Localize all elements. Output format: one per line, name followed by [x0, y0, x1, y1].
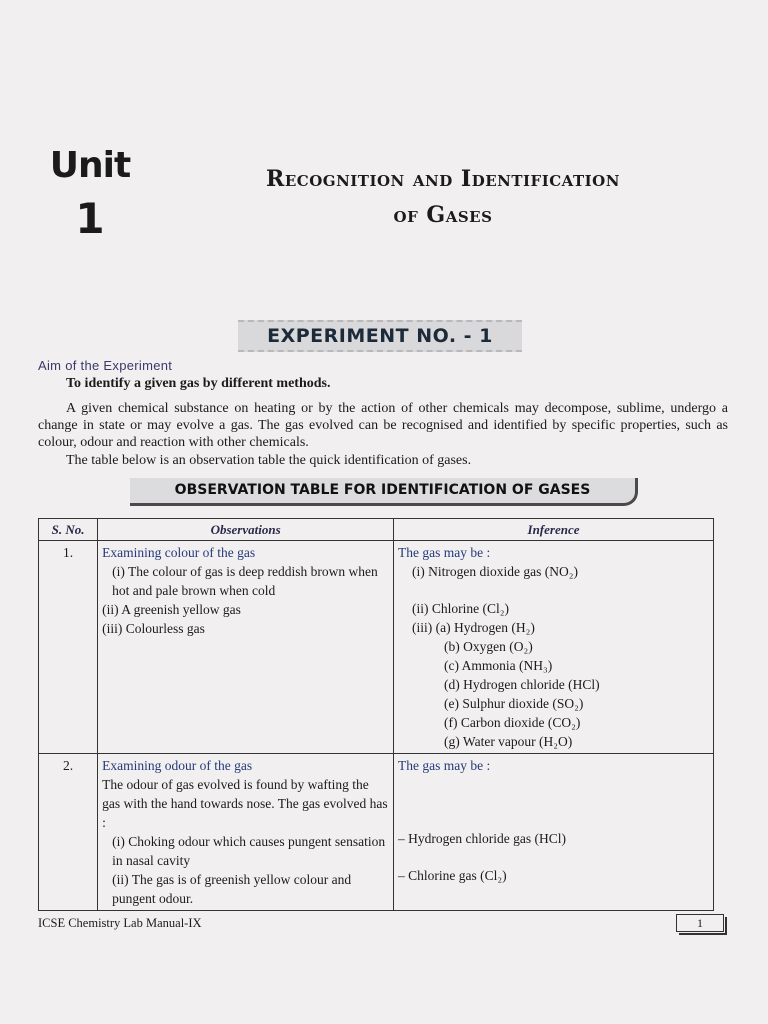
inf-item: (d) Hydrogen chloride (HCl) [444, 677, 600, 692]
experiment-banner: EXPERIMENT NO. - 1 [238, 320, 522, 352]
row-inference [394, 541, 714, 754]
inf-item: (c) Ammonia (NH₃) [444, 658, 553, 673]
obs-heading: Examining odour of the gas [102, 758, 253, 773]
inf-item: – Chlorine gas (Cl₂) [398, 868, 507, 883]
obs-item: (iii) Colourless gas [102, 621, 205, 636]
chapter-title-line1: Recognition and Identification [266, 166, 620, 192]
spacer [398, 581, 709, 599]
row-sno: 2. [39, 754, 98, 911]
inf-item: – Hydrogen chloride gas (HCl) [398, 831, 567, 846]
row-inference [394, 754, 714, 911]
inf-item: (b) Oxygen (O₂) [444, 639, 533, 654]
inf-heading: The gas may be : [398, 545, 491, 560]
footer-text: ICSE Chemistry Lab Manual-IX [38, 916, 202, 930]
row-sno: 1. [39, 541, 98, 754]
obs-item: (i) Choking odour which causes pungent sensation in nasal cavity [112, 834, 386, 868]
row-observations [98, 754, 394, 911]
intro-paragraph: A given chemical substance on heating or by the action of other chemicals may decompose, sublime, undergo a change in state or may evolve a gas. The gas evolved can be recognised and identified by specific properties, such as colour, odour and reaction with other chemicals. [38, 401, 728, 450]
spacer [398, 775, 709, 793]
aim-text: To identify a given gas by different methods. [66, 376, 331, 391]
unit-number: 1 [75, 194, 105, 243]
unit-label: Unit [49, 145, 131, 186]
spacer [398, 848, 709, 866]
inf-heading: The gas may be : [398, 758, 491, 773]
header-observations: Observations [98, 519, 394, 541]
row-observations [98, 541, 394, 754]
inf-item: (g) Water vapour (H₂O) [444, 734, 573, 749]
obs-heading: Examining colour of the gas [102, 545, 256, 560]
inf-item: (e) Sulphur dioxide (SO₂) [444, 696, 584, 711]
table-header-row [39, 519, 714, 541]
inf-item: (iii) (a) Hydrogen (H₂) [412, 620, 535, 635]
observation-table [38, 518, 714, 911]
inf-item: (ii) Chlorine (Cl₂) [412, 601, 509, 616]
header-inference: Inference [394, 519, 714, 541]
table-row [39, 541, 714, 754]
obs-item: (ii) A greenish yellow gas [102, 602, 241, 617]
table-row [39, 754, 714, 911]
table-intro-paragraph: The table below is an observation table the quick identification of gases. [66, 453, 472, 468]
obs-item: (ii) The gas is of greenish yellow colour and pungent odour. [112, 872, 352, 906]
observation-table-banner: OBSERVATION TABLE FOR IDENTIFICATION OF GASES [130, 478, 638, 506]
chapter-title-line2: of Gases [393, 202, 493, 228]
obs-item: (i) The colour of gas is deep reddish brown when hot and pale brown when cold [112, 564, 378, 598]
spacer [398, 793, 709, 811]
obs-intro: The odour of gas evolved is found by wafting the gas with the hand towards nose. The gas evolved has : [102, 777, 388, 830]
page-number: 1 [676, 914, 724, 932]
header-sno: S. No. [39, 519, 98, 541]
inf-item: (i) Nitrogen dioxide gas (NO₂) [412, 564, 578, 579]
inf-item: (f) Carbon dioxide (CO₂) [444, 715, 581, 730]
aim-heading: Aim of the Experiment [38, 358, 173, 373]
spacer [398, 811, 709, 829]
